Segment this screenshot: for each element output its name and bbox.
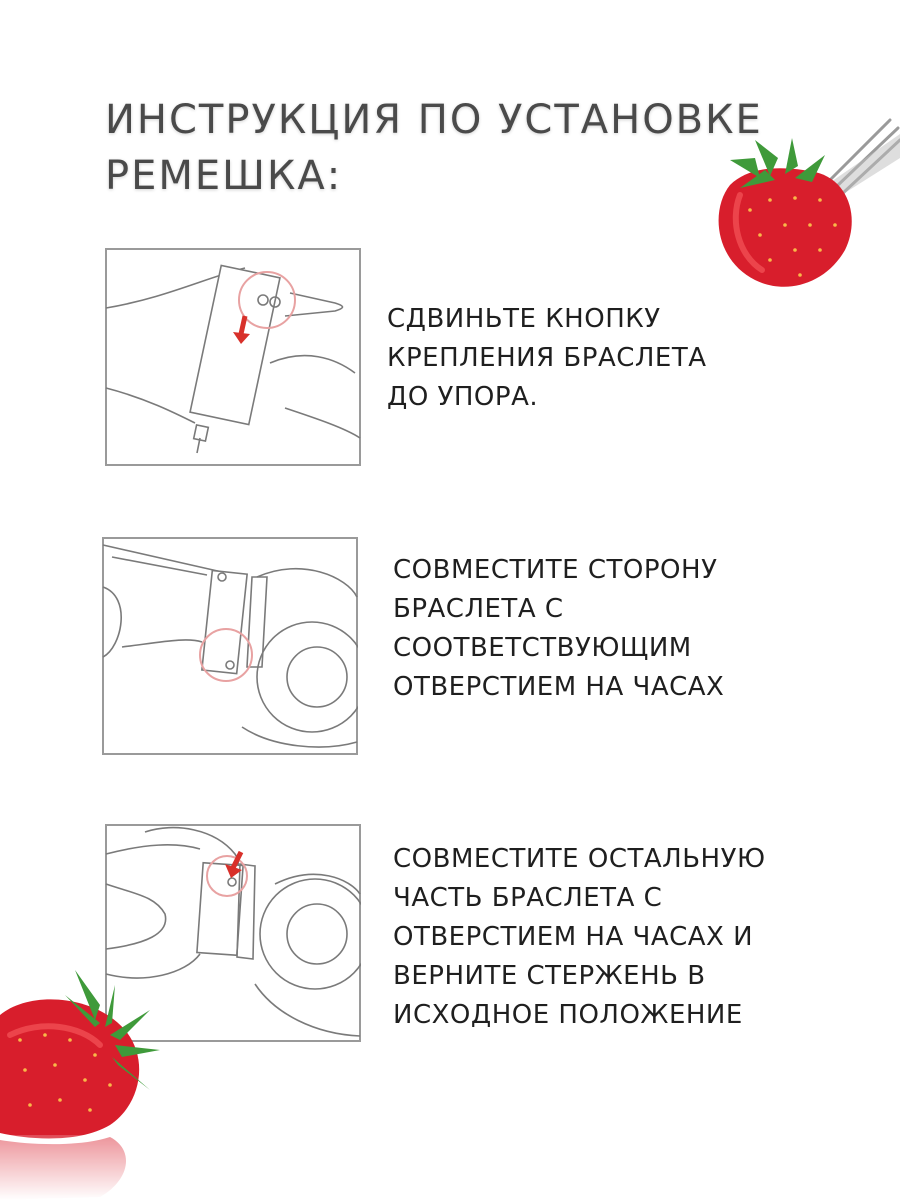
step-2-line-3: СООТВЕТСТВУЮЩИМ [393, 633, 692, 663]
step-3-line-5: ИСХОДНОЕ ПОЛОЖЕНИЕ [393, 1000, 743, 1030]
step-3-line-2: ЧАСТЬ БРАСЛЕТА С [393, 883, 663, 913]
step-2-line-4: ОТВЕРСТИЕМ НА ЧАСАХ [393, 672, 725, 702]
step-1-line-3: ДО УПОРА. [387, 382, 539, 412]
title-line-1: ИНСТРУКЦИЯ ПО УСТАНОВКЕ [105, 97, 763, 143]
step-2-line-1: СОВМЕСТИТЕ СТОРОНУ [393, 555, 718, 585]
step-2-illustration [102, 537, 358, 755]
step-1-line-1: СДВИНЬТЕ КНОПКУ [387, 304, 661, 334]
step-3-text [393, 840, 766, 1035]
step-3-line-3: ОТВЕРСТИЕМ НА ЧАСАХ И [393, 922, 754, 952]
step-3-line-1: СОВМЕСТИТЕ ОСТАЛЬНУЮ [393, 844, 766, 874]
strawberry-fork-image [700, 100, 900, 300]
title-line-2: РЕМЕШКА: [105, 153, 343, 199]
step-2-text [393, 551, 724, 707]
strawberry-image [0, 965, 175, 1200]
step-3-line-4: ВЕРНИТЕ СТЕРЖЕНЬ В [393, 961, 706, 991]
step-2-line-2: БРАСЛЕТА С [393, 594, 564, 624]
step-1-line-2: КРЕПЛЕНИЯ БРАСЛЕТА [387, 343, 707, 373]
step-1-illustration [105, 248, 361, 466]
step-1-text [387, 300, 707, 417]
